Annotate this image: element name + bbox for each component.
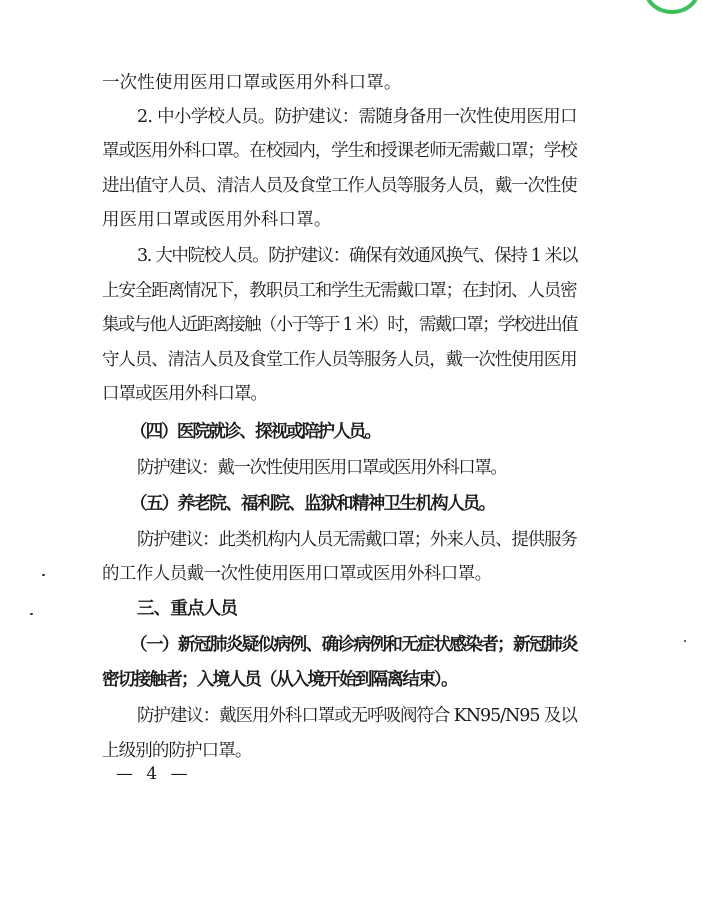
scan-speck [42,574,45,576]
text-line-7: 上安全距离情况下，教职员工和学生无需戴口罩；在封闭、人员密 [102,281,577,301]
text-line-10: 口罩或医用外科口罩。 [102,384,267,404]
text-line-8: 集或与他人近距离接触（小于等于 1 米）时，需戴口罩；学校进出值 [102,315,577,335]
section-heading-4: （四）医院就诊、探视或陪护人员。 [130,422,380,442]
text-line-6: 3. 大中院校人员。防护建议：确保有效通风换气、保持 1 米以 [137,246,578,266]
text-line-19: 防护建议：戴医用外科口罩或无呼吸阀符合 KN95/N95 及以 [137,706,577,726]
text-line-12: 防护建议：戴一次性使用医用口罩或医用外科口罩。 [137,458,507,478]
text-line-3: 罩或医用外科口罩。在校园内，学生和授课老师无需戴口罩；学校 [102,141,577,161]
text-line-20: 上级别的防护口罩。 [102,741,252,761]
text-line-5: 用医用口罩或医用外科口罩。 [102,210,332,230]
text-line-9: 守人员、清洁人员及食堂工作人员等服务人员，戴一次性使用医用 [102,350,577,370]
stamp-mark [644,0,700,14]
text-line-2: 2. 中小学校人员。防护建议：需随身备用一次性使用医用口 [137,107,577,127]
text-line-1: 一次性使用医用口罩或医用外科口罩。 [102,73,402,93]
subsection-heading-1: （一）新冠肺炎疑似病例、确诊病例和无症状感染者；新冠肺炎 [130,635,577,655]
scan-speck [684,640,686,642]
text-line-4: 进出值守人员、清洁人员及食堂工作人员等服务人员，戴一次性使 [102,176,577,196]
subsection-heading-1-cont: 密切接触者；入境人员（从入境开始到隔离结束）。 [102,670,457,690]
section-heading-5: （五）养老院、福利院、监狱和精神卫生机构人员。 [130,494,495,514]
text-line-14: 防护建议：此类机构内人员无需戴口罩；外来人员、提供服务 [137,530,577,550]
page-number: — 4 — [116,764,192,784]
scan-speck [30,613,33,615]
section-heading-key-persons: 三、重点人员 [137,599,237,619]
text-line-15: 的工作人员戴一次性使用医用口罩或医用外科口罩。 [102,564,492,584]
